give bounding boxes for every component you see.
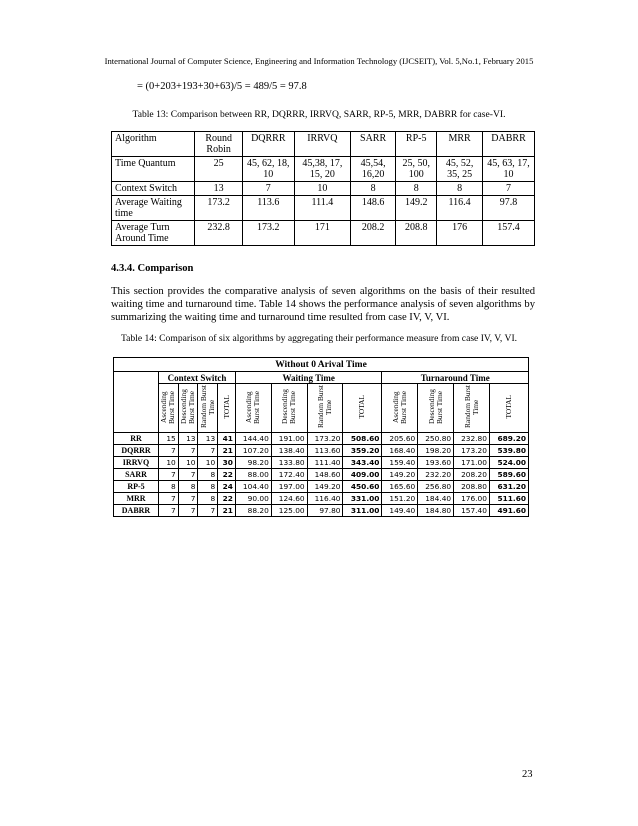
table14-total-cell: 539.80 xyxy=(489,445,528,457)
table-cell: 107.20 xyxy=(235,445,271,457)
table-cell: 157.40 xyxy=(454,505,490,517)
table-cell: 208.20 xyxy=(454,469,490,481)
table-cell: 88.20 xyxy=(235,505,271,517)
table-cell: 232.80 xyxy=(454,433,490,445)
table-cell: 205.60 xyxy=(382,433,418,445)
table-cell: 184.40 xyxy=(418,493,454,505)
table14-subheader: Random Burst Time xyxy=(454,384,490,433)
table-cell: 116.40 xyxy=(307,493,343,505)
table-cell: 7 xyxy=(178,445,198,457)
table-cell: 193.60 xyxy=(418,457,454,469)
table-cell: 172.40 xyxy=(271,469,307,481)
table-cell: 125.00 xyxy=(271,505,307,517)
table-cell: 15 xyxy=(159,433,179,445)
table-cell: 176 xyxy=(437,221,483,246)
section-heading: 4.3.4. Comparison xyxy=(111,263,194,274)
table-cell: 124.60 xyxy=(271,493,307,505)
table14-subheader: Ascending Burst Time xyxy=(235,384,271,433)
table-cell: 250.80 xyxy=(418,433,454,445)
table14-total-cell: 22 xyxy=(218,493,236,505)
table-cell: 113.6 xyxy=(242,196,294,221)
table-cell: 184.80 xyxy=(418,505,454,517)
table14-subheader: Ascending Burst Time xyxy=(382,384,418,433)
table-cell: 116.4 xyxy=(437,196,483,221)
table-cell: 159.40 xyxy=(382,457,418,469)
table14-total-cell: 508.60 xyxy=(343,433,382,445)
table-row xyxy=(112,182,535,196)
table-cell: 208.80 xyxy=(454,481,490,493)
table14-row-label: RR xyxy=(114,433,159,445)
table-cell: 8 xyxy=(396,182,437,196)
table-cell: 149.2 xyxy=(396,196,437,221)
table14-row-label: DQRRR xyxy=(114,445,159,457)
table-cell: 7 xyxy=(178,469,198,481)
table14-total-cell: 409.00 xyxy=(343,469,382,481)
table-cell: 7 xyxy=(198,505,218,517)
table13-comparison xyxy=(111,131,535,246)
table-cell: 13 xyxy=(195,182,242,196)
table-cell: 10 xyxy=(159,457,179,469)
table-cell: 7 xyxy=(178,493,198,505)
table-cell: 45, 62, 18, 10 xyxy=(242,157,294,182)
table13-row-label: Time Quantum xyxy=(112,157,195,182)
table13-row-label: Context Switch xyxy=(112,182,195,196)
table-cell: 111.40 xyxy=(307,457,343,469)
table-cell: 13 xyxy=(178,433,198,445)
table14-body xyxy=(114,433,529,517)
table-cell: 148.6 xyxy=(350,196,395,221)
table14-total-cell: 21 xyxy=(218,445,236,457)
table14-subheader: Ascending Burst Time xyxy=(159,384,179,433)
table-cell: 173.2 xyxy=(242,221,294,246)
table-cell: 256.80 xyxy=(418,481,454,493)
table14-row-label: RP-5 xyxy=(114,481,159,493)
table14-total-cell: 41 xyxy=(218,433,236,445)
table-cell: 191.00 xyxy=(271,433,307,445)
table14-row-label: DABRR xyxy=(114,505,159,517)
table-cell: 113.60 xyxy=(307,445,343,457)
table-cell: 88.00 xyxy=(235,469,271,481)
table-cell: 97.80 xyxy=(307,505,343,517)
table14-subheader: TOTAL xyxy=(489,384,528,433)
table13-row-label: Average Waiting time xyxy=(112,196,195,221)
table14-group-context-switch: Context Switch xyxy=(159,372,236,384)
table14-subheader: TOTAL xyxy=(343,384,382,433)
table-cell: 144.40 xyxy=(235,433,271,445)
table14-total-cell: 450.60 xyxy=(343,481,382,493)
table-cell: 138.40 xyxy=(271,445,307,457)
table-cell: 232.20 xyxy=(418,469,454,481)
table14-subheader: Descending Burst Time xyxy=(178,384,198,433)
table14-total-cell: 21 xyxy=(218,505,236,517)
table14-subheader: Descending Burst Time xyxy=(418,384,454,433)
table-cell: 171 xyxy=(294,221,350,246)
table14-caption: Table 14: Comparison of six algorithms by aggregating their performance measure from case IV, V, VI. xyxy=(120,333,518,344)
table-cell: 7 xyxy=(242,182,294,196)
table-cell: 8 xyxy=(178,481,198,493)
table-cell: 148.60 xyxy=(307,469,343,481)
table-row xyxy=(114,505,529,517)
table14-total-cell: 511.60 xyxy=(489,493,528,505)
table13-header-cell: RP-5 xyxy=(396,132,437,157)
table-cell: 168.40 xyxy=(382,445,418,457)
table-cell: 149.40 xyxy=(382,505,418,517)
table-row xyxy=(114,433,529,445)
table-cell: 90.00 xyxy=(235,493,271,505)
table13-header-cell: DABRR xyxy=(483,132,535,157)
table-cell: 10 xyxy=(198,457,218,469)
table13-header-cell: DQRRR xyxy=(242,132,294,157)
table14-banner: Without 0 Arival Time xyxy=(114,358,529,372)
table13-header-cell: Round Robin xyxy=(195,132,242,157)
table-cell: 198.20 xyxy=(418,445,454,457)
table-cell: 104.40 xyxy=(235,481,271,493)
table-cell: 7 xyxy=(483,182,535,196)
table-cell: 98.20 xyxy=(235,457,271,469)
table-cell: 149.20 xyxy=(307,481,343,493)
table13-header-cell: SARR xyxy=(350,132,395,157)
table14-banner-row xyxy=(114,358,529,372)
table14-corner-cell xyxy=(114,372,159,433)
table-row xyxy=(112,221,535,246)
table13-row-label: Average Turn Around Time xyxy=(112,221,195,246)
table13-caption: Table 13: Comparison between RR, DQRRR, IRRVQ, SARR, RP-5, MRR, DABRR for case-VI. xyxy=(132,109,506,120)
table-cell: 232.8 xyxy=(195,221,242,246)
table-cell: 25, 50, 100 xyxy=(396,157,437,182)
table-cell: 111.4 xyxy=(294,196,350,221)
table14-total-cell: 689.20 xyxy=(489,433,528,445)
table-cell: 149.20 xyxy=(382,469,418,481)
journal-header: International Journal of Computer Science, Engineering and Information Technology (IJCSEIT), Vol. 5,No.1, February 2015 xyxy=(104,56,534,66)
table-cell: 7 xyxy=(178,505,198,517)
table-cell: 165.60 xyxy=(382,481,418,493)
body-paragraph: This section provides the comparative analysis of seven algorithms on the basis of their resulted waiting time and turnaround time. Table 14 shows the performance analysis of seven algorithms by summarizing the waiting time and turnaround time resulted from case IV, V, VI. xyxy=(111,286,535,323)
table-row xyxy=(112,157,535,182)
table14-total-cell: 589.60 xyxy=(489,469,528,481)
table-cell: 208.2 xyxy=(350,221,395,246)
table-row xyxy=(114,481,529,493)
table14-subheader: TOTAL xyxy=(218,384,236,433)
table-cell: 173.2 xyxy=(195,196,242,221)
table-cell: 13 xyxy=(198,433,218,445)
table-row xyxy=(114,469,529,481)
table-cell: 10 xyxy=(178,457,198,469)
table-cell: 176.00 xyxy=(454,493,490,505)
table14-group-row xyxy=(114,372,529,384)
table-cell: 8 xyxy=(350,182,395,196)
table-cell: 157.4 xyxy=(483,221,535,246)
table14-total-cell: 524.00 xyxy=(489,457,528,469)
table-cell: 25 xyxy=(195,157,242,182)
table-cell: 173.20 xyxy=(454,445,490,457)
table-cell: 8 xyxy=(198,493,218,505)
table-cell: 197.00 xyxy=(271,481,307,493)
table14-subheader: Random Burst Time xyxy=(198,384,218,433)
table14-row-label: IRRVQ xyxy=(114,457,159,469)
table-cell: 7 xyxy=(159,469,179,481)
page-number: 23 xyxy=(522,769,533,780)
table13-header-cell: IRRVQ xyxy=(294,132,350,157)
table-row xyxy=(114,493,529,505)
table14-total-cell: 491.60 xyxy=(489,505,528,517)
table-cell: 208.8 xyxy=(396,221,437,246)
table14-total-cell: 331.00 xyxy=(343,493,382,505)
table14-row-label: MRR xyxy=(114,493,159,505)
table14-group-waiting-time: Waiting Time xyxy=(235,372,381,384)
table-row xyxy=(114,457,529,469)
table-cell: 8 xyxy=(198,469,218,481)
table14-group-turnaround-time: Turnaround Time xyxy=(382,372,529,384)
table-cell: 7 xyxy=(159,445,179,457)
table-cell: 45, 52, 35, 25 xyxy=(437,157,483,182)
table-cell: 45, 63, 17, 10 xyxy=(483,157,535,182)
average-formula: = (0+203+193+30+63)/5 = 489/5 = 97.8 xyxy=(137,81,307,92)
table-cell: 7 xyxy=(159,505,179,517)
table14-aggregate xyxy=(113,357,529,517)
table-cell: 171.00 xyxy=(454,457,490,469)
table14-subheader-row xyxy=(114,384,529,433)
table13-header-row xyxy=(112,132,535,157)
table-cell: 8 xyxy=(437,182,483,196)
table14-total-cell: 22 xyxy=(218,469,236,481)
table14-row-label: SARR xyxy=(114,469,159,481)
table14-total-cell: 359.20 xyxy=(343,445,382,457)
table14-subheader: Random Burst Time xyxy=(307,384,343,433)
table-cell: 97.8 xyxy=(483,196,535,221)
table-cell: 8 xyxy=(159,481,179,493)
table-cell: 151.20 xyxy=(382,493,418,505)
table-row xyxy=(114,445,529,457)
table14-subheader: Descending Burst Time xyxy=(271,384,307,433)
table14-total-cell: 24 xyxy=(218,481,236,493)
table-cell: 7 xyxy=(159,493,179,505)
table14-total-cell: 311.00 xyxy=(343,505,382,517)
table13-header-cell: Algorithm xyxy=(112,132,195,157)
table14-total-cell: 30 xyxy=(218,457,236,469)
table-cell: 8 xyxy=(198,481,218,493)
table-row xyxy=(112,196,535,221)
table-cell: 7 xyxy=(198,445,218,457)
table14-total-cell: 631.20 xyxy=(489,481,528,493)
table-cell: 133.80 xyxy=(271,457,307,469)
table14-total-cell: 343.40 xyxy=(343,457,382,469)
table13-header-cell: MRR xyxy=(437,132,483,157)
table-cell: 173.20 xyxy=(307,433,343,445)
table-cell: 45,54, 16,20 xyxy=(350,157,395,182)
table-cell: 10 xyxy=(294,182,350,196)
table-cell: 45,38, 17, 15, 20 xyxy=(294,157,350,182)
